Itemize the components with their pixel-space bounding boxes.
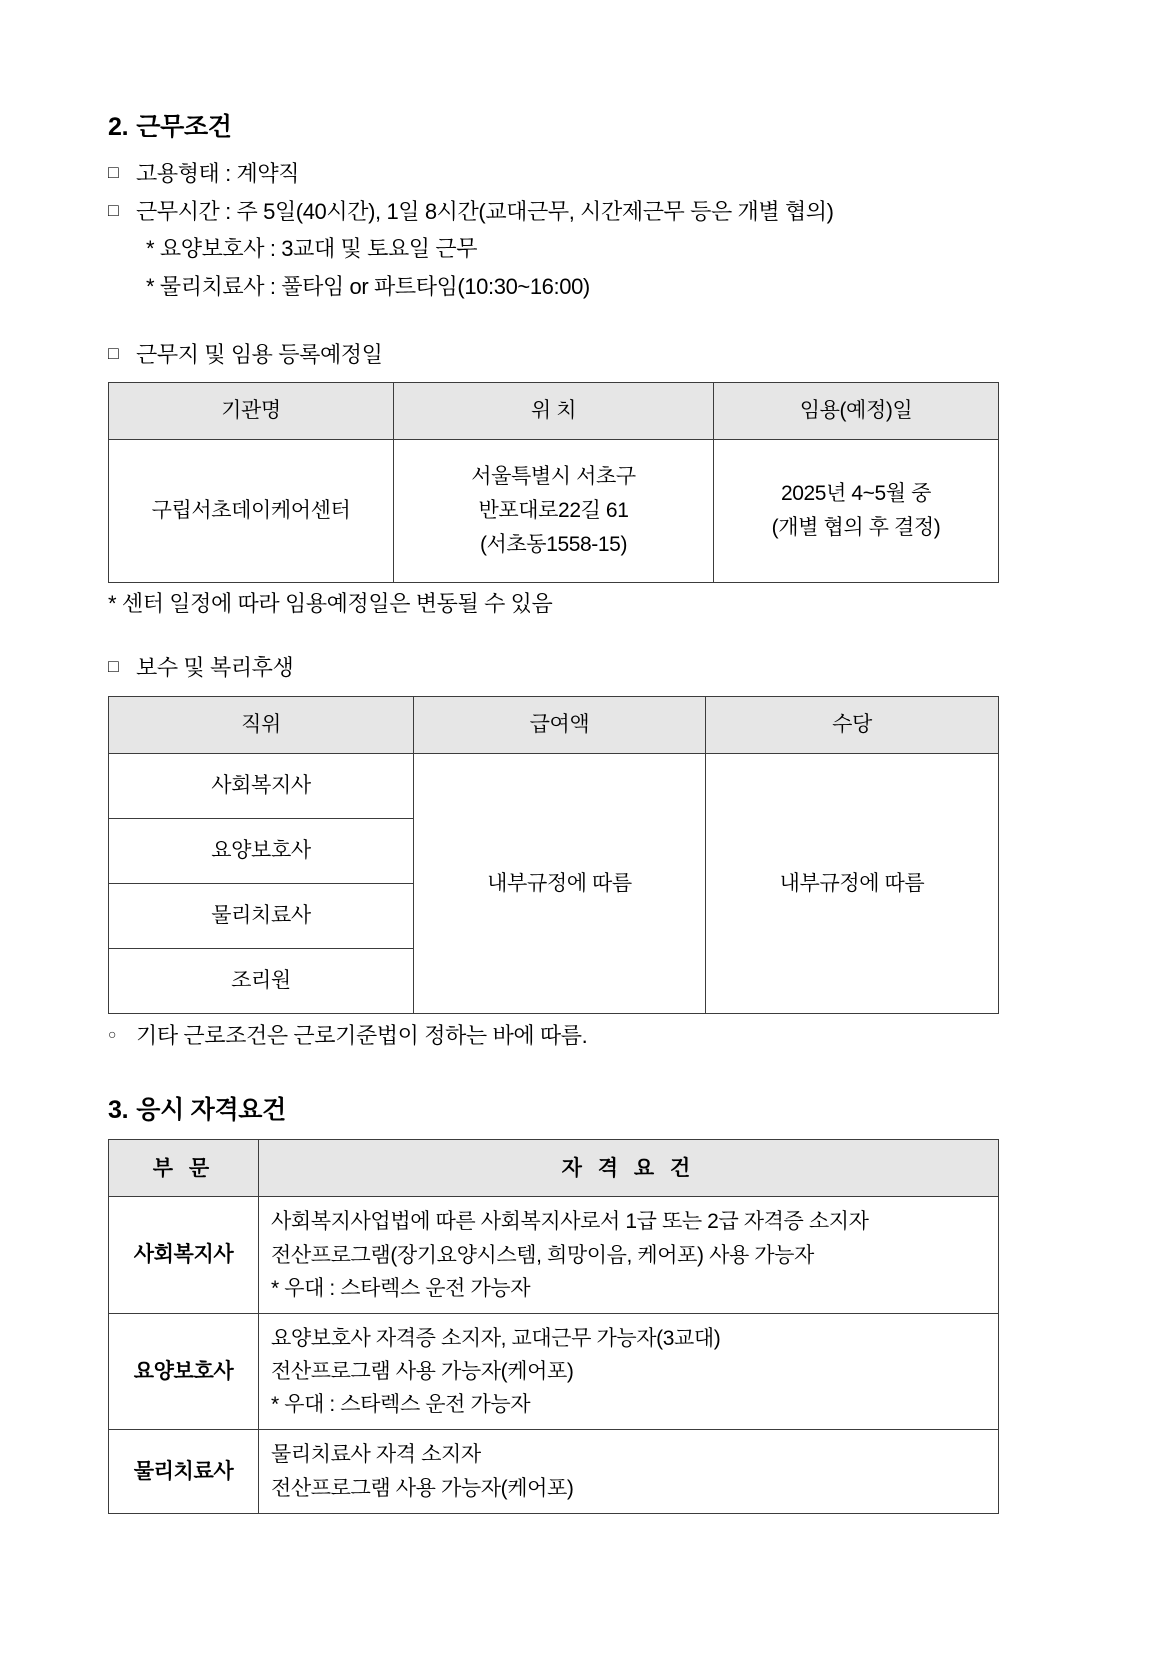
table-header-row xyxy=(109,383,999,440)
requirement-line: * 우대 : 스타렉스 운전 가능자 xyxy=(271,1276,531,1300)
column-header-position: 직위 xyxy=(109,696,414,753)
salary-note-text: 기타 근로조건은 근로기준법이 정하는 바에 따름. xyxy=(136,1022,588,1048)
square-bullet-icon: □ xyxy=(108,162,119,182)
requirement-line: * 우대 : 스타렉스 운전 가능자 xyxy=(271,1393,531,1417)
table-header-row xyxy=(109,1140,999,1197)
section-2-title: 근무조건 xyxy=(136,113,232,141)
requirement-line: 전산프로그램 사용 가능자(케어포) xyxy=(271,1476,574,1500)
section-2-number: 2. xyxy=(108,113,129,141)
column-header-requirements: 자 격 요 건 xyxy=(259,1140,999,1197)
workplace-table xyxy=(108,382,999,583)
location-line-3: (서초동1558-15) xyxy=(479,533,628,557)
cell-part-social-worker: 사회복지사 xyxy=(109,1197,259,1314)
employment-type-line xyxy=(108,156,1008,192)
document-content xyxy=(108,112,1008,1514)
column-header-location: 위 치 xyxy=(394,383,714,440)
employment-type-text: 고용형태 : 계약직 xyxy=(136,161,300,186)
work-hours-line xyxy=(108,194,1008,230)
column-header-org: 기관명 xyxy=(109,383,394,440)
column-header-part: 부 문 xyxy=(109,1140,259,1197)
caregiver-shift-note: * 요양보호사 : 3교대 및 토요일 근무 xyxy=(146,236,478,262)
cell-org-name: 구립서초데이케어센터 xyxy=(109,440,394,583)
cell-requirements-physiotherapist xyxy=(259,1430,999,1513)
workplace-note: * 센터 일정에 따라 임용예정일은 변동될 수 있음 xyxy=(108,591,553,617)
requirement-line: 전산프로그램(장기요양시스템, 희망이음, 케어포) 사용 가능자 xyxy=(271,1243,814,1267)
salary-heading-text: 보수 및 복리후생 xyxy=(136,655,294,681)
cell-allowance-value: 내부규정에 따름 xyxy=(706,753,999,1013)
cell-appointment-date xyxy=(714,440,999,583)
section-3-title: 응시 자격요건 xyxy=(136,1096,286,1125)
requirement-line: 요양보호사 자격증 소지자, 교대근무 가능자(3교대) xyxy=(271,1326,721,1350)
cell-requirements-caregiver xyxy=(259,1313,999,1430)
section-2-heading xyxy=(108,112,1008,142)
column-header-pay: 급여액 xyxy=(414,696,706,753)
table-row xyxy=(109,1430,999,1513)
cell-requirements-social-worker xyxy=(259,1197,999,1314)
location-line-1: 서울특별시 서초구 xyxy=(471,465,636,489)
square-bullet-icon: □ xyxy=(108,656,119,677)
workplace-heading-text: 근무지 및 임용 등록예정일 xyxy=(136,341,383,367)
section-3-number: 3. xyxy=(108,1096,129,1125)
table-row xyxy=(109,1313,999,1430)
salary-table xyxy=(108,696,999,1014)
cell-position-cook: 조리원 xyxy=(109,948,414,1013)
cell-part-physiotherapist: 물리치료사 xyxy=(109,1430,259,1513)
work-hours-text: 근무시간 : 주 5일(40시간), 1일 8시간(교대근무, 시간제근무 등은 개별 협의) xyxy=(136,198,834,224)
salary-note-line xyxy=(108,1018,1008,1054)
section-3-heading xyxy=(108,1095,1008,1125)
cell-position-physiotherapist: 물리치료사 xyxy=(109,883,414,948)
requirement-line: 물리치료사 자격 소지자 xyxy=(271,1443,481,1467)
column-header-allowance: 수당 xyxy=(706,696,999,753)
column-header-date: 임용(예정)일 xyxy=(714,383,999,440)
date-line-1: 2025년 4~5월 중 xyxy=(780,482,932,506)
location-line-2: 반포대로22길 61 xyxy=(478,499,629,523)
requirement-line: 전산프로그램 사용 가능자(케어포) xyxy=(271,1360,574,1384)
workplace-heading-line xyxy=(108,337,1008,373)
table-header-row xyxy=(109,696,999,753)
requirement-line: 사회복지사업법에 따른 사회복지사로서 1급 또는 2급 자격증 소지자 xyxy=(271,1210,869,1234)
cell-pay-value: 내부규정에 따름 xyxy=(414,753,706,1013)
table-row xyxy=(109,440,999,583)
square-bullet-icon: □ xyxy=(108,199,119,220)
salary-heading-line xyxy=(108,650,1008,686)
square-bullet-icon: □ xyxy=(108,342,119,363)
cell-position-caregiver: 요양보호사 xyxy=(109,818,414,883)
date-line-2: (개별 협의 후 결정) xyxy=(771,516,941,540)
table-row xyxy=(109,753,999,818)
cell-part-caregiver: 요양보호사 xyxy=(109,1313,259,1430)
circle-bullet-icon: ○ xyxy=(108,1025,117,1042)
table-row xyxy=(109,1197,999,1314)
physiotherapist-shift-note: * 물리치료사 : 풀타임 or 파트타임(10:30~16:00) xyxy=(146,273,590,299)
cell-location xyxy=(394,440,714,583)
cell-position-social-worker: 사회복지사 xyxy=(109,753,414,818)
qualification-table xyxy=(108,1139,999,1513)
